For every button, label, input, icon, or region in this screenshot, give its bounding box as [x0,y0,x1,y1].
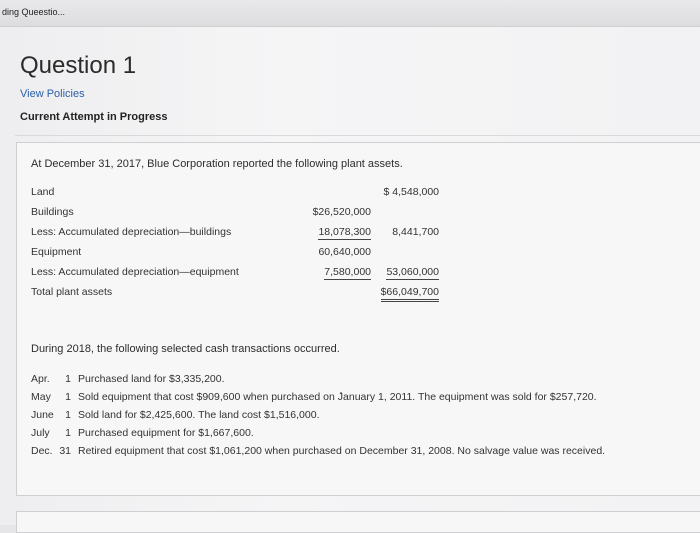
next-question-card [16,511,700,533]
txn-text: Retired equipment that cost $1,061,200 when purchased on December 31, 2008. No salvage value was received. [78,445,606,457]
browser-tab-bar [0,0,700,27]
txn-day: 31 [59,445,71,457]
transaction-item [31,409,320,421]
transaction-item [31,427,254,439]
txn-day: 1 [65,427,71,439]
view-policies-link[interactable]: View Policies [20,88,85,100]
question-page [0,27,700,525]
txn-text: Purchased equipment for $1,667,600. [78,427,254,439]
question-card [16,142,700,496]
txn-month: Apr. [31,373,50,385]
transactions-intro: During 2018, the following selected cash transactions occurred. [31,343,340,355]
txn-text: Sold land for $2,425,600. The land cost $1,516,000. [78,409,320,421]
txn-text: Sold equipment that cost $909,600 when purchased on January 1, 2011. The equipment was sold for $257,720. [78,391,597,403]
transaction-item [31,445,605,457]
txn-day: 1 [65,391,71,403]
attempt-status: Current Attempt in Progress [20,111,168,123]
equipment-cost: 60,640,000 [318,246,371,258]
row-label-total: Total plant assets [31,286,113,298]
row-label-buildings: Buildings [31,206,74,218]
browser-tab-title[interactable]: ding Queestio... [2,7,66,17]
transaction-item [31,373,225,385]
txn-day: 1 [65,373,71,385]
txn-month: June [31,409,54,421]
row-label-land: Land [31,186,55,198]
accum-dep-equipment: 7,580,000 [324,266,371,278]
txn-month: Dec. [31,445,53,457]
txn-day: 1 [65,409,71,421]
row-label-equipment: Equipment [31,246,82,258]
buildings-cost: $26,520,000 [312,206,371,218]
txn-text: Purchased land for $3,335,200. [78,373,225,385]
problem-intro: At December 31, 2017, Blue Corporation reported the following plant assets. [31,158,403,170]
equipment-net: 53,060,000 [386,266,439,278]
row-label-accum-dep-buildings: Less: Accumulated depreciation—buildings [31,226,232,238]
row-label-accum-dep-equipment: Less: Accumulated depreciation—equipment [31,266,239,278]
txn-month: May [31,391,51,403]
total-plant-assets: $66,049,700 [381,286,439,302]
accum-dep-buildings: 18,078,300 [318,226,371,238]
divider [15,135,700,136]
land-amount: $ 4,548,000 [383,186,439,198]
buildings-net: 8,441,700 [392,226,439,238]
transaction-item [31,391,597,403]
txn-month: July [31,427,50,439]
page-title: Question 1 [20,52,137,79]
